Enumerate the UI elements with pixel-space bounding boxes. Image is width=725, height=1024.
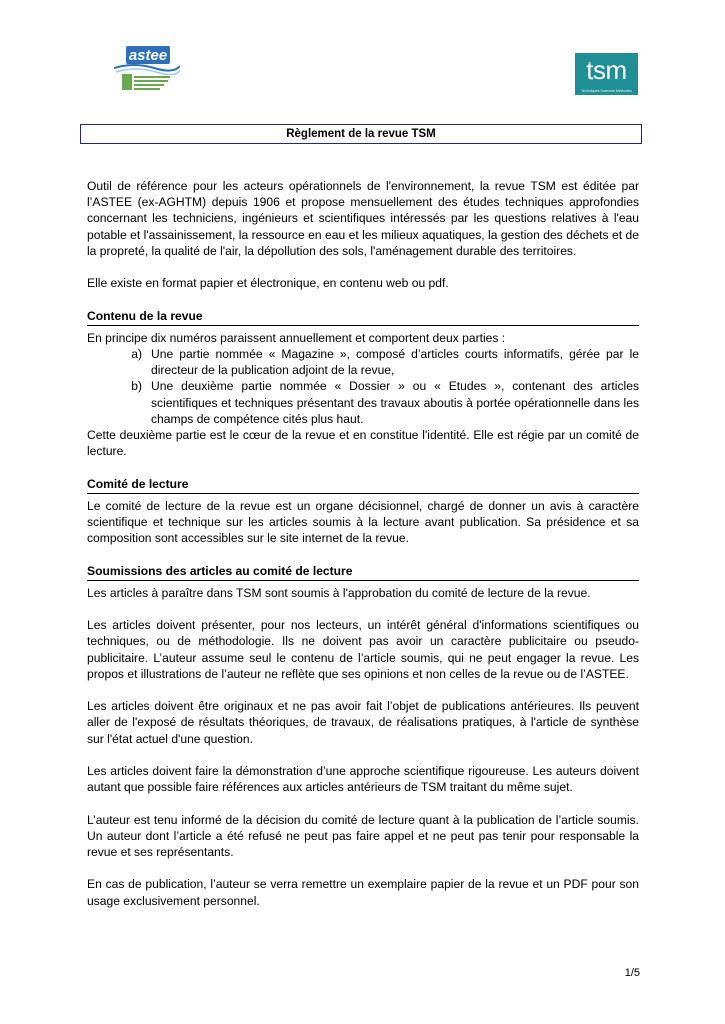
soumissions-paragraph: Les articles doivent être originaux et ne pas avoir fait l’objet de publications antérieures. Ils peuvent aller de l'exposé de résultats théoriques, de travaux, de réalisations pratiques, à l'article de synthèse sur l'état actuel d'une question. [87,699,639,746]
soumissions-paragraph: Les articles à paraître dans TSM sont soumis à l'approbation du comité de lecture de la revue. [87,585,591,600]
tsm-logo-text: tsm [586,55,627,85]
soumissions-paragraph: En cas de publication, l’auteur se verra remettre un exemplaire papier de la revue et un PDF pour son usage exclusivement personnel. [87,877,639,908]
section-heading-comite: Comité de lecture [87,476,639,494]
soumissions-paragraph: Les articles doivent présenter, pour nos lecteurs, un intérêt général d'informations scientifiques ou techniques, ou de méthodologie. Ils ne doivent pas avoir un caractère publicitaire ou pseudo-publicitaire. L’auteur assume seul le contenu de l’article soumis, qui ne peut engager la revue. Les propos et illustrations de l’auteur ne reflète que ses opinions et non celles de la revue ou de l’ASTEE. [87,618,639,681]
soumissions-paragraph: L’auteur est tenu informé de la décision du comité de lecture quant à la publication de l’article soumis. Un auteur dont l’article a été refusé ne peut pas faire appel et ne peut pas tenir pour responsable la revue et ses représentants. [87,812,639,859]
intro-format-paragraph: Elle existe en format papier et électronique, en contenu web ou pdf. [87,276,449,291]
contenu-lead: En principe dix numéros paraissent annuellement et comportent deux parties : [87,330,506,345]
page-number: 1/5 [624,967,640,979]
list-item [87,378,639,427]
section-heading-contenu: Contenu de la revue [87,308,639,326]
tsm-logo [575,53,638,95]
comite-paragraph: Le comité de lecture de la revue est un organe décisionnel, chargé de donner un avis à caractère scientifique et technique sur les articles soumis à la lecture avant publication. Sa présidence et sa composition sont accessibles sur le site internet de la revue. [87,498,639,546]
list-marker: b) [131,379,142,394]
list-marker: a) [131,347,142,361]
astee-logo [114,44,180,94]
intro-paragraph: Outil de référence pour les acteurs opérationnels de l'environnement, la revue TSM est éditée par l’ASTEE (ex-AGHTM) depuis 1906 et propose mensuellement des études techniques approfondies concernant les techniciens, ingénieurs et scientifiques intéressés par les questions relatives à l'eau potable et l'assainissement, la ressource en eau et les milieux aquatiques, la gestion des déchets et de la propreté, la qualité de l'air, la dépollution des sols, l'aménagement durable des territoires. [87,179,639,258]
section-heading-soumissions: Soumissions des articles au comité de lecture [87,563,639,581]
contenu-tail: Cette deuxième partie est le cœur de la revue et en constitue l'identité. Elle est régie par un comité de lecture. [87,428,639,459]
document-body [87,178,639,909]
soumissions-paragraph: Les articles doivent faire la démonstration d’une approche scientifique rigoureuse. Les auteurs doivent autant que possible faire références aux articles antérieurs de TSM traitant du même sujet. [87,764,639,795]
list-item [87,346,639,378]
list-item-text: Une partie nommée « Magazine », composé d’articles courts informatifs, gérée par le directeur de la publication adjoint de la revue, [151,347,639,378]
document-title: Règlement de la revue TSM [80,124,642,144]
svg-text:astee: astee [128,47,168,64]
tsm-logo-tagline: Techniques Sciences Méthodes [581,89,632,93]
list-item-text: Une deuxième partie nommée « Dossier » ou « Etudes », contenant des articles scientifiques et techniques présentant des travaux aboutis à portée opérationnelle dans les champs de compétence cités plus haut. [151,379,639,426]
